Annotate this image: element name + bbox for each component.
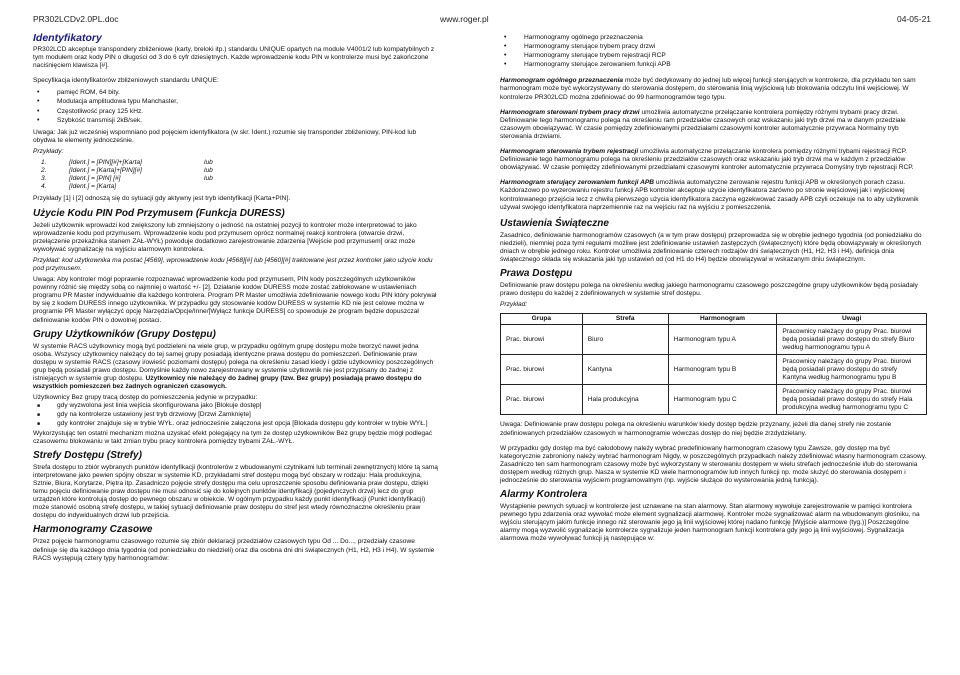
table-row: [501, 355, 927, 385]
list-item: ■ gdy wyzwolona jest linia wejścia skonfigurowana jako [Blokuje dostęp]: [33, 402, 440, 410]
access-rights-table: [500, 313, 927, 415]
right-column: [500, 28, 927, 547]
paragraph-duress: Jeżeli użytkownik wprowadzi kod zwiększony lub zmniejszony o jedność na ostatniej pozycji to kontroler może interpretować to jako wprowadzenie kodu pod przymusem. Wprowadzenie kodu pod przymusem oprócz normalnej reakcji kontrolera (otwarcie drzwi, przełączenie przekaźnika stanem ZAŁ-WYŁ) powoduje dodatkowo zarejestrowanie zdarzenia [Wejście pod przymusem] oraz może wywoływać sygnalizację na wyjściu alarmowym kontrolera.: [33, 221, 417, 253]
heading-grupy: Grupy Użytkowników (Grupy Dostępu): [33, 328, 216, 340]
paragraph-ha: Harmonogram sterujący zerowaniem funkcji APB umożliwia automatyczne zerowanie rejestru funkcji APB w określonych porach czasu. Każdorazowo po wyzerowaniu rejestru funkcji APB kontroler akceptuje użycie identyfikatora zarówno po stronie wejściowej jak i wyjściowej kontrolowanego przejścia lecz z chwilą pierwszego użycia identyfikatora zaczyna egzekwować zasady APB czyli oczekuje na to aby użytkownik używał swojego identyfikatora naprzemiennie raz na wejściu raz na wyjściu z pomieszczenia.: [500, 179, 919, 211]
table-header-row: [501, 314, 927, 325]
list-item: 2. [Ident.] = [Karta]+[PIN][#] lub: [41, 167, 213, 175]
website-url: www.roger.pl: [440, 14, 489, 24]
heading-duress: Użycie Kodu PIN Pod Przymusem (Funkcja DURESS): [33, 207, 285, 219]
heading-swieta: Ustawienia Świąteczne: [500, 217, 609, 229]
heading-prawa: Prawa Dostępu: [500, 268, 573, 280]
paragraph-grupy: W systemie RACS użytkownicy mogą być podzieleni na wiele grup, w przypadku ogólnym grupę dostępu może tworzyć nawet jedna osoba. Wszyscy użytkownicy należący do tej samej grupy posiadają identyczne prawa dostępu do pomieszczeń. Definiowanie praw dostępu w systemie RACS (czasowy i/owieść poziomami dostępu) polega na określeniu zasad kiedy i gdzie użytkownicy poszczególnych grup będą posiadali prawo dostępu. Domyślnie każdy nowo zarejestrowany w systemie użytkownik nie jest przypisany do żadnej z istniejących w systemie grup dostępu. Użytkownicy nie należący do żadnej grupy (tzw. Bez grupy) posiadają prawo dostępu do wszystkich pomieszczeń bez żadnych ograniczeń czasowych.: [33, 342, 434, 391]
grupy-end: Wykorzystując ten ostatni mechanizm można uzyskać efekt polegający na tym że dostęp użytkowników Bez grupy będzie mógł podlegać czasowemu blokowaniu w takt zmian trybu pracy kontrolera pomiędzy trybami ZAŁ.-WYŁ.: [33, 429, 433, 445]
table-row: [501, 325, 927, 355]
list-item: 3. [Ident.] = [PIN] [#] lub: [41, 175, 213, 183]
paragraph-swieta: Zasadnico, definiowanie harmonogramów czasowych (a w tym praw dostępu) przeprowadza się w obrębie jednego tygodnia (od poniedziałku do niedzieli), niemniej poza tymi regułami możliwe jest zdefiniowanie ustawień zastępczych (świątecznych) które będą obowiązywały w określonych dniach w obrębie jednego roku. Kontroler umożliwia zdefiniowanie czterech rodzajów dni świątecznych (H1, H2, H3 i H4), definicja dnia świątecznego składa się wskazania jaki typ ustawień od (od H1 do H4) będzie obowiązywał w wskazanym dniu świątecznym.: [500, 231, 922, 263]
paragraph-prawa: Definiowanie praw dostępu polega na określeniu według jakiego harmonogramu czasowego poszczególne grupy użytkowników będą posiadały prawo dostępu do każdej z zdefiniowanych w systemie stref dostępu.: [500, 282, 918, 298]
heading-harmonogramy: Harmonogramy Czasowe: [33, 524, 153, 536]
list-item: • Szybkość transmisji 2kB/sek.: [33, 117, 440, 125]
list-item: ■ gdy kontroler znajduje się w trybie WYŁ. oraz jednocześnie załączona jest opcja [Blokada dostępu gdy kontroler w trybie WYŁ.]: [33, 420, 440, 428]
paragraph-hr: Harmonogram sterowania trybem rejestracji umożliwia automatyczne przełączanie kontrolera pomiędzy różnymi trybami rejestracji RCP. Definiowanie tego harmonogramu polega na określeniu przedziałów czasowych oraz wskazaniu jaki tryb drzwi ma w każdym z przedziałów obowiązywać. W czasie pomiędzy zdefiniowanymi przedziałami czasowymi kontroler automatycznie przywraca Domyślny tryb rejestracji RCP.: [500, 148, 914, 172]
list-item: • Harmonogramy sterujące zerowaniem funkcji APB: [500, 61, 927, 69]
paragraph-harmonogramy: Przez pojęcie harmonogramu czasowego rozumie się zbiór deklaracji przedziałów czasowych typu Od ... Do..., przedziały czasowe definiuje się dla każdego dnia tygodnia (od poniedziałku do niedzieli) oraz dla osobna dni dni świątecznych (H1, H2, H3 i H4). W systemie RACS występują cztery typy harmonogramów:: [33, 538, 435, 562]
table-cell: Hala produkcyjna: [582, 385, 668, 415]
paragraph-hd: Harmonogram sterowani trybem pracy drzwi umożliwia automatyczne przełączanie kontrolera pomiędzy różnymi trybami pracy drzwi. Definiowanie tego harmonogramu polega na określeniu ram przedziałów czasowych oraz wskazaniu jaki tryb drzwi ma w danym przedziale czasowym obowiązywać. W czasie pomiędzy zdefiniowanymi przedziałami czasowymi kontroler automatycznie przywraca Normalny tryb sterowania drzwiami.: [500, 108, 906, 140]
column-header: Uwagi: [777, 314, 927, 325]
examples-label: Przykłady:: [33, 147, 64, 155]
table-cell: Prac. biurowi: [501, 385, 583, 415]
table-cell: Pracownicy należący do grupy Prac. biurowi będą posiadali prawo dostępu do strefy Kantyna według harmonogramu typu B: [777, 355, 927, 385]
document-date: 04-05-21: [897, 14, 932, 24]
heading-alarmy: Alarmy Kontrolera: [500, 489, 588, 501]
left-column: [33, 28, 440, 566]
table-row: [501, 385, 927, 415]
list-item: 4. [Ident.] = [Karta]: [41, 183, 117, 191]
table-cell: Kantyna: [582, 355, 668, 385]
table-cell: Pracownicy należący do grupy Prac. biurowi będą posiadali prawo dostępu do strefy Hala produkcyjna według harmonogramu typu C: [777, 385, 927, 415]
spec-list: [33, 89, 440, 124]
paragraph-after-table: Uwaga: Definiowanie praw dostępu polega na określeniu warunków kiedy dostęp będzie przyznany, jeżeli dla danej strefy nie zostanie zdefiniowanych przedziałów czasowych w harmonogramie wówczas dostęp do niej będzie zrzdydzielany.: [500, 421, 892, 437]
list-item: ■ gdy na kontrolerze ustawiony jest tryb drzwiowy [Drzwi Zamknięte]: [33, 411, 440, 419]
duress-note: Uwaga: Aby kontroler mógł poprawnie rozpoznawać wprowadzenie kodu pod przymusem, PIN kody poszczególnych użytkowników powinny różnić się między sobą co najmniej o wartość +/- [2]. Działanie kodów DURESS może zostać zablokowane w ustawieniach programu PR Master indywidualnie dla każdego kontrolera. Program PR Master umożliwia zdefiniowanie nowego kodu PIN który pokrywał by się z kodem DURESS innego użytkownika. W przypadku gdy stosowanie kodów DURESS w systemie KD nie jest celowe można w programie PR Master wyłączyć opcję Narzędzia/Opcje/Inne/[Wyłącz funkcje DURESS] co spowoduje że program będzie dopuszczał definiowanie kodów PIN o dowolnej postaci.: [33, 276, 437, 324]
note-ident: Uwaga: Jak już wcześniej wspomniano pod pojęciem identyfikatora (w skr. Ident.) rozumie się transponder zbliżeniowy, PIN-kod lub obydwa te elementy jednocześnie.: [33, 128, 417, 144]
table-cell: Harmonogram typu A: [668, 325, 777, 355]
list-item: 1. [Ident.] = [PIN][#]+[Karta] lub: [41, 159, 213, 167]
column-header: Grupa: [501, 314, 583, 325]
list-item: • pamięć ROM, 64 bity.: [33, 89, 440, 97]
list-item: • Modulacja amplitudowa typu Manchaster,: [33, 98, 440, 106]
heading-identyfikatory: Identyfikatory: [33, 32, 102, 44]
grupy-conditions-list: [33, 402, 440, 428]
list-item: • Harmonogramy sterujące trybem rejestracji RCP: [500, 52, 927, 60]
paragraph-hg: Harmonogram ogólnego przeznaczenia może być dedykowany do jednej lub więcej funkcji sterujących w kontrolerze, dla przykładu ten sam harmonogram może być wykorzystywany do sterowania dostępem, do sterowania linią wyjściową lub blokowania odczytu linii wejściowej. W kontrolerze PR302LCD można zdefiniować do 99 harmonogramów tego typu.: [500, 77, 916, 101]
document-filename: PR302LCDv2.0PL.doc: [33, 14, 119, 24]
heading-strefy: Strefy Dostępu (Strefy): [33, 449, 142, 461]
list-item: • Harmonogramy ogólnego przeznaczenia: [500, 34, 927, 42]
list-item: • Harmonogramy sterujące trybem pracy drzwi: [500, 43, 927, 51]
examples-list: [33, 159, 440, 191]
paragraph-strefy: Strefa dostępu to zbiór wybranych punktów identyfikacji (kontrolerów z wbudowanymi czytnikami lub terminali zewnętrznych) które tą samą interpretowane jako pewien spójny obszar w systemie KD, przykładami stref dostępu mogą być obszary w rodzaju: Hala produkcyjna, Sztnie, Biura, Korytarze, Piętra itp. Zasadniczo pojęcie strefy dostępu ma celu uproszczenie sposobu definiowania praw dostępu, dzięki temu pojęciu definiowanie praw dostępu nie musi odnosić się do kolejnych punktów identyfikacji (pojedynczych drzwi) lecz do grup urządzeń które kontrolują dostęp do pewnego obszaru w obiekcie. W ogólnym przypadku każdy punkt identyfikacji (Punkt identyfikacji) może stanowić osobną strefę dostępu, w takiej sytuacji definiowanie praw dostępu do stref jest wtedy równoznaczne określeniu praw dostępu do indywidualnych drzwi lub przejścia.: [33, 463, 438, 520]
paragraph-alarmy: Wystąpienie pewnych sytuacji w kontrolerze jest uznawane na stan alarmowy. Stan alarmowy wywołuje zarejestrowanie w pamięci kontrolera pewnego typu zdarzenia oraz wywołać może element sygnalizacji alarmowej. Kontroler może sygnalizować alarm na wbudowanym głośniku, na wyjściu sterującym jakim funkcje innego niż sterowanie jego ją linii wyjściowej której nadano funkcję [Wyjście alarmowe (tyg.)] Poszczególne alarmy mogą wyzwolić sygnalizacje kontrolerze sygnalizuje jeden harmonogram funkcji kontrolera gdy jego ją linii wyjściowej. Sygnalizacja alarmowa może wywoływać funkcji ją następujące w:: [500, 503, 920, 543]
column-header: Strefa: [582, 314, 668, 325]
table-cell: Pracownicy należący do grupy Prac. biurowi będą posiadali prawo dostępu do strefy Biuro według harmonogramu typu A: [777, 325, 927, 355]
table-cell: Harmonogram typu B: [668, 355, 777, 385]
table-cell: Harmonogram typu C: [668, 385, 777, 415]
grupy-condition-intro: Użytkownicy Bez grupy tracą dostęp do pomieszczenia jedynie w przypadku:: [33, 394, 258, 402]
list-item: • Częstotliwość pracy 125 kHz.: [33, 108, 440, 116]
column-header: Harmonogram: [668, 314, 777, 325]
grupy-bold-note: Użytkownicy nie należący do żadnej grupy (tzw. Bez grupy) posiadają prawo dostępu do wszystkich pomieszczeń bez żadnych ograniczeń czasowych.: [33, 375, 422, 391]
example-label: Przykład:: [500, 301, 528, 309]
duress-example: Przykład: kod użytkownika ma postać [4569], wprowadzenie kodu [4568][#] lub [4560][#] traktowane jest przez kontroler jako użycie kodu pod przymusem.: [33, 256, 433, 272]
table-cell: Prac. biurowi: [501, 325, 583, 355]
schedule-types-list: [500, 34, 927, 69]
paragraph-table-note: W przypadku gdy dostęp ma być całodobowy należy wybrać predefiniowany harmonogram czasowy typu Zawsze, gdy dostęp ma być kategorycznie zabroniony należy wybrać harmonogram Nigdy, w poszczególnych przypadkach należy zdefiniować własny harmonogram czasowy. Zasadniczo ten sam harmonogram czasowy może być wykorzystany w sterowaniu dostępem w wielu strefach jednocześnie i/lub do sterowania dostępem według różnych grup. Nasza w systemie KD wiele harmonogramów lub innych funkcji np. może służyć do sterowania dostępem i jednocześnie do sterowania wyjściem programowalnym (np. wyjście służące do wysterowania jedną funkcją).: [500, 444, 927, 484]
examples-note: Przykłady [1] i [2] odnoszą się do sytuacji gdy aktywny jest tryb identyfikacji [Karta+PIN].: [33, 195, 291, 203]
paragraph-intro: PR302LCD akceptuje transpondery zbliżeniowe (karty, breloki itp.) standardu UNIQUE opartych na module V4001/2 lub kompatybilnych z tym modułem oraz kody PIN o długości od 3 do 6 cyfr dziesiętnych. Każde wprowadzenie kodu PIN w kontrolerze musi być zakończone naciśnięciem klawisza [#].: [33, 46, 435, 70]
table-cell: Prac. biurowi: [501, 355, 583, 385]
table-cell: Biuro: [582, 325, 668, 355]
spec-intro: Specyfikacja identyfikatorów zbliżeniowych standardu UNIQUE:: [33, 77, 219, 85]
